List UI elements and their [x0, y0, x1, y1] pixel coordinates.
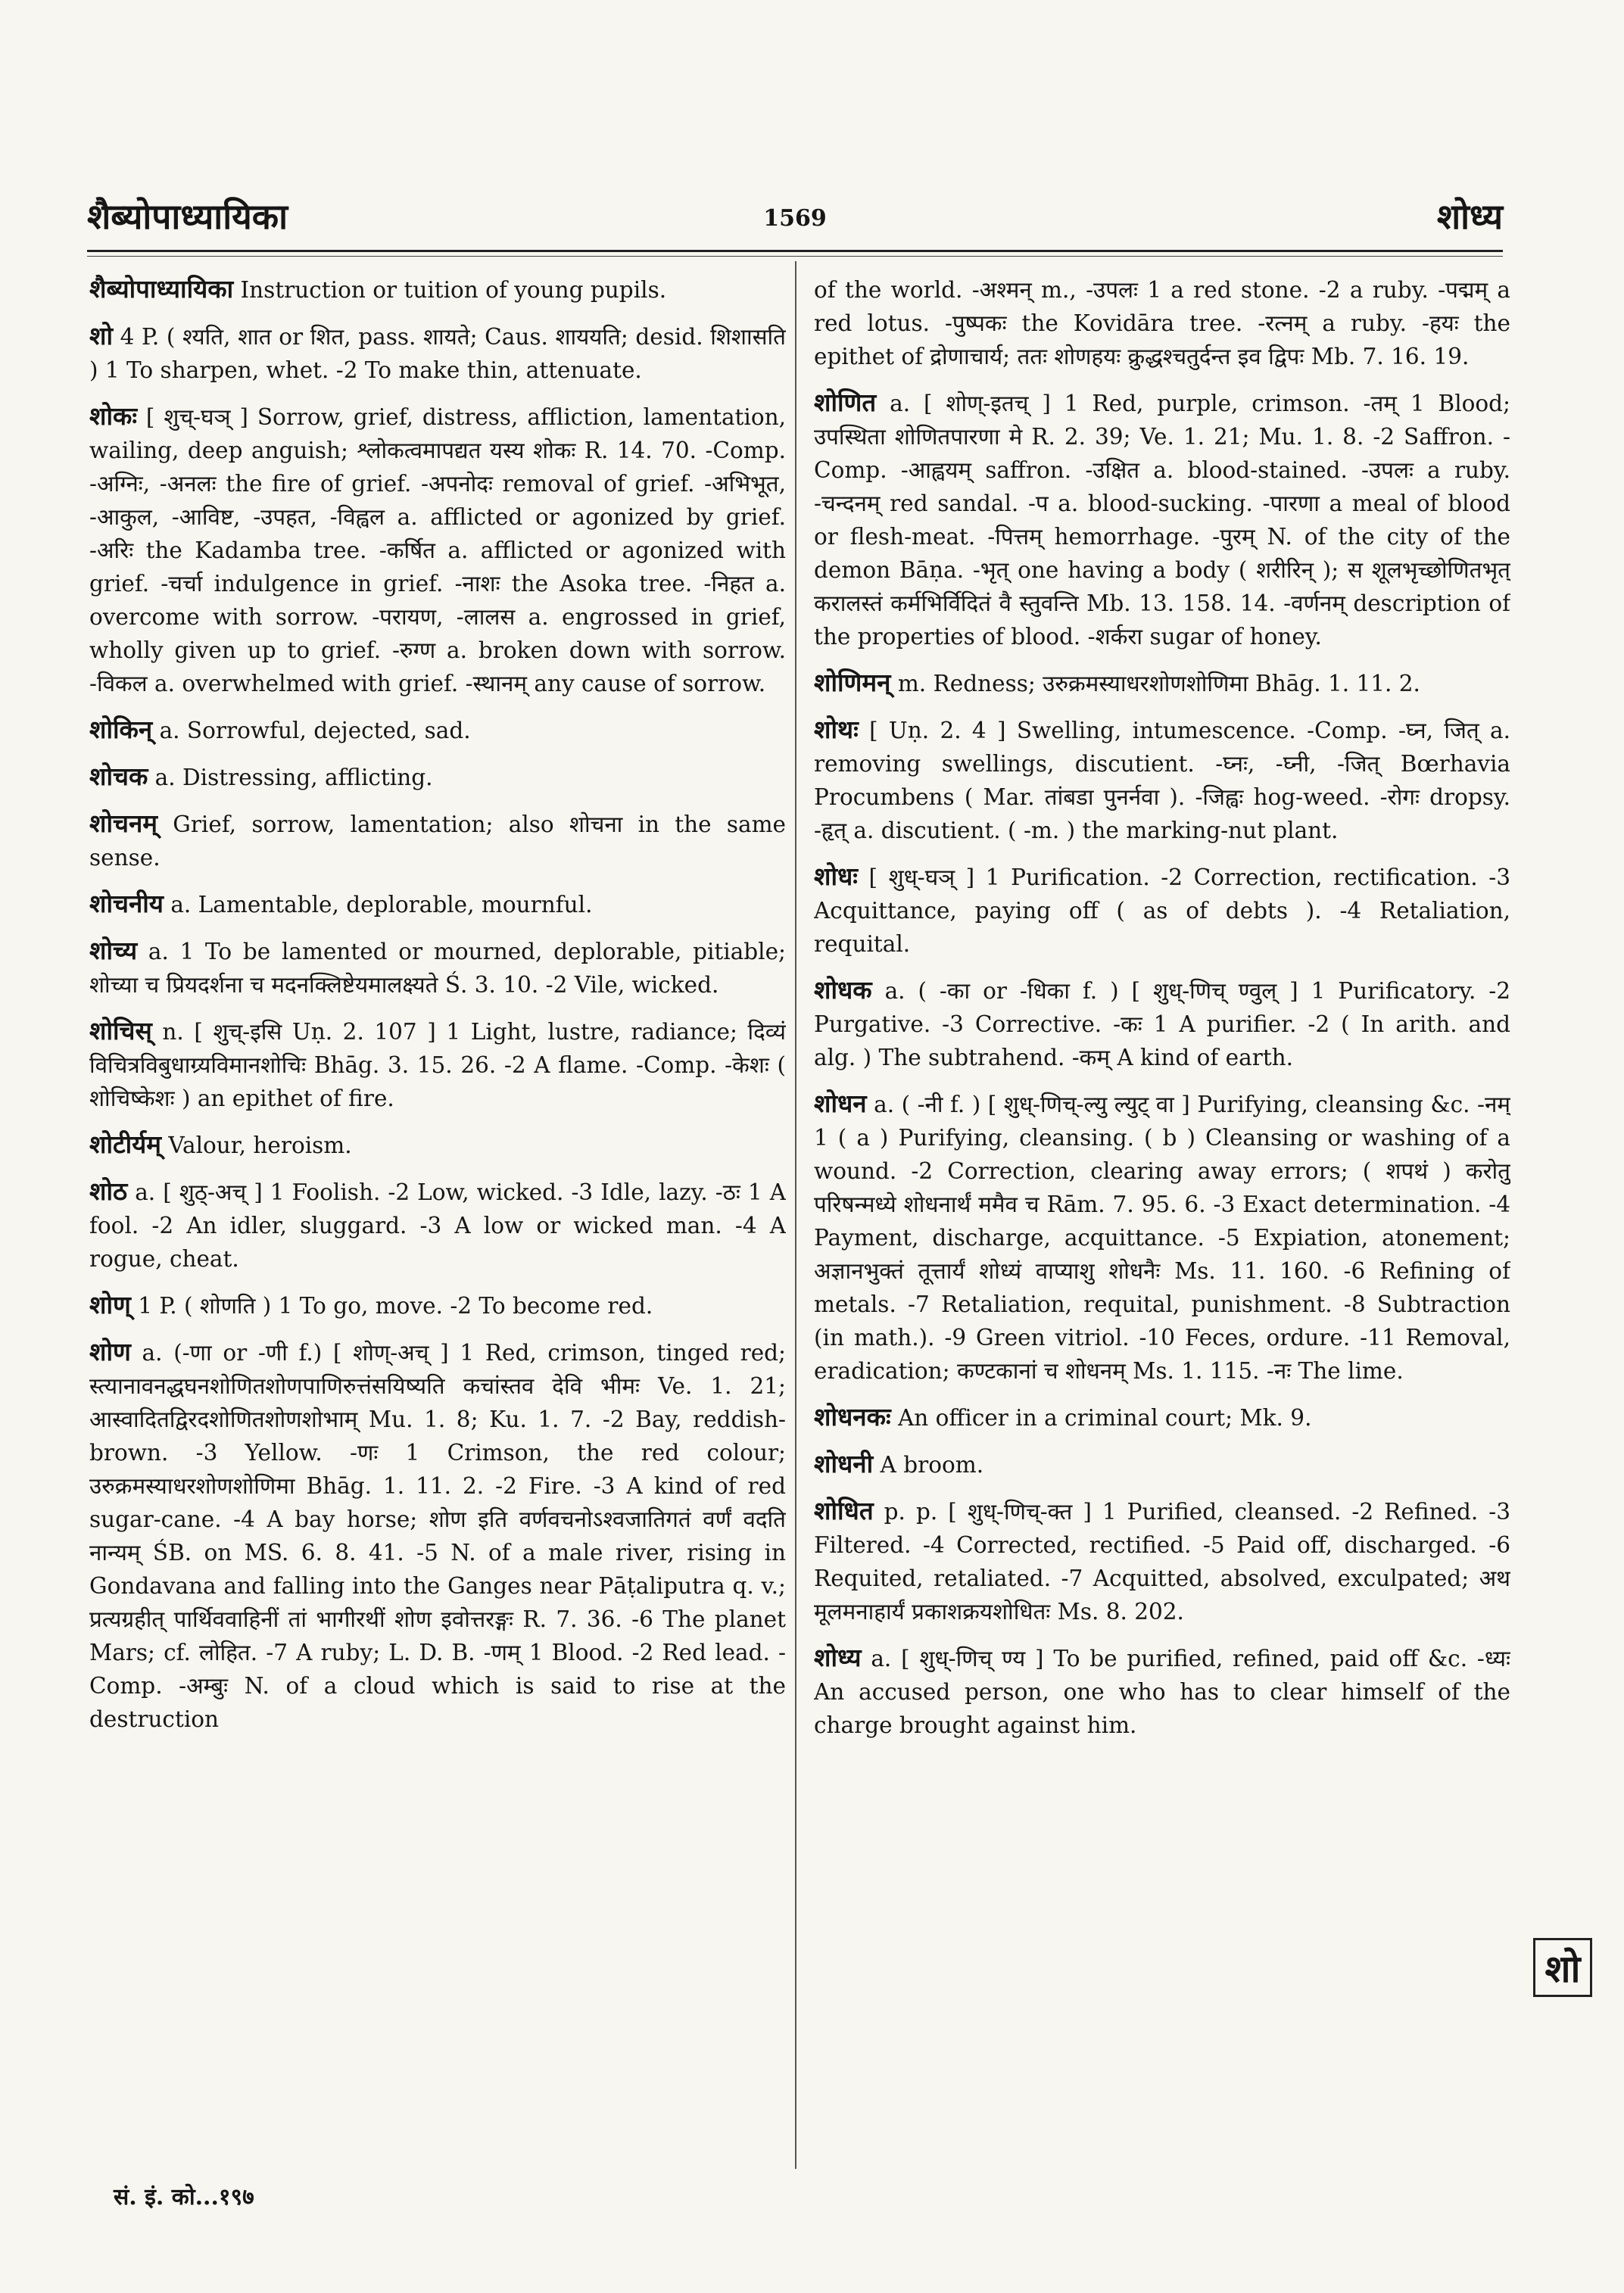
- dictionary-entry: [89, 713, 786, 747]
- entry-definition: 1 P. ( शोणति ) 1 To go, move. -2 To become red.: [130, 1293, 653, 1319]
- entry-headword: शोच्य: [89, 936, 138, 965]
- printer-signature: सं. इं. को...१९७: [114, 2184, 254, 2210]
- entry-definition: a. ( -नी f. ) [ शुध्-णिच्-ल्यु ल्युट् वा ] Purifying, cleansing &c. -नम् 1 ( a ) Purifying, cleansing. ( b ) Cleansing or washing of a wound. -2 Correction, clearing away errors; ( शपथं ) करोतु परिषन्मध्ये शोधनार्थं ममैव च Rām. 7. 95. 6. -3 Exact determination. -4 Payment, discharge, acquittance. -5 Expiation, atonement; अज्ञानभुक्तं तूत्तार्यं शोध्यं वाप्याशु शोधनैः Ms. 11. 160. -6 Refining of metals. -7 Retaliation, requital, punishment. -8 Subtraction (in math.). -9 Green vitriol. -10 Feces, ordure. -11 Removal, eradication; कण्टकानां च शोधनम् Ms. 1. 115. -नः The lime.: [814, 1092, 1510, 1384]
- entry-definition: An officer in a criminal court; Mk. 9.: [890, 1405, 1312, 1431]
- entry-headword: शोधक: [814, 975, 872, 1005]
- entry-definition: a. Lamentable, deplorable, mournful.: [163, 892, 593, 918]
- entry-headword: शोधनी: [814, 1449, 874, 1478]
- dictionary-entry: [814, 386, 1510, 653]
- dictionary-entry: [89, 1128, 786, 1162]
- dictionary-entry: [814, 1087, 1510, 1388]
- dictionary-entry: [814, 860, 1510, 961]
- entry-headword: शोणित: [814, 388, 877, 417]
- dictionary-entry: [89, 273, 786, 307]
- column-divider: [795, 261, 796, 2169]
- dictionary-entry: [89, 400, 786, 700]
- entry-headword: शोण्: [89, 1290, 131, 1319]
- dictionary-entry: [814, 713, 1510, 847]
- entry-headword: शोधित: [814, 1496, 874, 1525]
- entry-definition: [ शुध्-घञ् ] 1 Purification. -2 Correction, rectification. -3 Acquittance, paying off ( as of debts ). -4 Retaliation, requital.: [814, 865, 1510, 957]
- entry-definition: [ Uṇ. 2. 4 ] Swelling, intumescence. -Comp. -घ्न, जित् a. removing swellings, discutient. -घ्नः, -घ्नी, -जित् Bœrhavia Procumbens ( Mar. तांबडा पुनर्नवा ). -जिह्वः hog-weed. -रोगः dropsy. -हृत् a. discutient. ( -m. ) the marking-nut plant.: [814, 718, 1510, 843]
- entry-definition: A broom.: [873, 1452, 984, 1478]
- running-head-right: शोध्य: [1436, 196, 1503, 237]
- entry-definition: a. Sorrowful, dejected, sad.: [152, 718, 471, 743]
- dictionary-entry: [814, 974, 1510, 1074]
- entry-headword: शोध्य: [814, 1643, 862, 1672]
- entry-definition: Grief, sorrow, lamentation; also शोचना in the same sense.: [89, 812, 786, 871]
- entry-headword: शोचनीय: [89, 889, 164, 918]
- entry-definition: a. (-णा or -णी f.) [ शोण्-अच् ] 1 Red, crimson, tinged red; स्त्यानावनद्धघनशोणितशोणपाणिरुत्तंसयिष्यति कचांस्तव देवि भीमः Ve. 1. 21; आस्वादितद्विरदशोणितशोणशोभाम् Mu. 1. 8; Ku. 1. 7. -2 Bay, reddish-brown. -3 Yellow. -णः 1 Crimson, the red colour; उरुक्रमस्याधरशोणशोणिमा Bhāg. 1. 11. 2. -2 Fire. -3 A kind of red sugar-cane. -4 A bay horse; शोण इति वर्णवचनोऽश्वजातिगतं वर्णं वदति नान्यम् ŚB. on MS. 6. 8. 41. -5 N. of a male river, rising in Gondavana and falling into the Ganges near Pāṭaliputra q. v.; प्रत्यग्रहीत् पार्थिववाहिनीं तां भागीरथीं शोण इवोत्तरङ्गः R. 7. 36. -6 The planet Mars; cf. लोहित. -7 A ruby; L. D. B. -णम् 1 Blood. -2 Red lead. -Comp. -अम्बुः N. of a cloud which is said to rise at the destruction: [89, 1340, 786, 1732]
- left-column: [89, 273, 786, 2210]
- dictionary-entry: [89, 760, 786, 794]
- dictionary-entry: [814, 1641, 1510, 1742]
- entry-headword: शोचिस्: [89, 1016, 152, 1045]
- entry-headword: शोचक: [89, 762, 148, 791]
- dictionary-entry: [89, 319, 786, 387]
- entry-definition: a. [ शोण्-इतच् ] 1 Red, purple, crimson. -तम् 1 Blood; उपस्थिता शोणितपारणा मे R. 2. 39; Ve. 1. 21; Mu. 1. 8. -2 Saffron. -Comp. -आह्वयम् saffron. -उक्षित a. blood-stained. -उपलः a ruby. -चन्दनम् red sandal. -प a. blood-sucking. -पारणा a meal of blood or flesh-meat. -पित्तम् hemorrhage. -पुरम् N. of the city of the demon Bāṇa. -भृत् one having a body ( शरीरिन् ); स शूलभृच्छोणितभृत् करालस्तं कर्मभिर्विदितं वै स्तुवन्ति Mb. 13. 158. 14. -वर्णनम् description of the properties of blood. -शर्करा sugar of honey.: [814, 391, 1510, 650]
- dictionary-entry: [89, 1335, 786, 1736]
- page-number: 1569: [763, 205, 827, 232]
- page-header: [87, 182, 1503, 250]
- entry-definition: a. [ शुध्-णिच् ण्य ] To be purified, refined, paid off &c. -ध्यः An accused person, one who has to clear himself of the charge brought against him.: [814, 1646, 1510, 1738]
- entry-definition: Instruction or tuition of young pupils.: [233, 277, 667, 303]
- dictionary-entry: [89, 1014, 786, 1115]
- entry-headword: शोधनकः: [814, 1402, 891, 1432]
- dictionary-entry: [814, 1400, 1510, 1435]
- entry-headword: शोण: [89, 1337, 131, 1366]
- entry-headword: शोधन: [814, 1089, 867, 1118]
- entry-definition: a. [ शुठ्-अच् ] 1 Foolish. -2 Low, wicked. -3 Idle, lazy. -ठः 1 A fool. -2 An idler, sluggard. -3 A low or wicked man. -4 A rogue, cheat.: [89, 1179, 786, 1272]
- entry-definition: m. Redness; उरुक्रमस्याधरशोणशोणिमा Bhāg. 1. 11. 2.: [890, 671, 1420, 696]
- entry-headword: शोधः: [814, 861, 858, 891]
- dictionary-entry: [814, 666, 1510, 700]
- entry-definition: n. [ शुच्-इसि Uṇ. 2. 107 ] 1 Light, lustre, radiance; दिव्यं विचित्रविबुधाग्र्यविमानशोचिः Bhāg. 3. 15. 26. -2 A flame. -Comp. -केशः ( शोचिष्केशः ) an epithet of fire.: [89, 1019, 786, 1111]
- entry-headword: शोथः: [814, 715, 859, 744]
- entry-headword: शोकः: [89, 401, 137, 431]
- entry-definition: a. ( -का or -धिका f. ) [ शुध्-णिच् ण्वुल् ] 1 Purificatory. -2 Purgative. -3 Corrective. -कः 1 A purifier. -2 ( In arith. and alg. ) The subtrahend. -कम् A kind of earth.: [814, 978, 1510, 1070]
- dictionary-entry: [89, 934, 786, 1002]
- entry-definition: a. Distressing, afflicting.: [148, 765, 433, 790]
- entry-headword: शोणिमन्: [814, 668, 891, 697]
- dictionary-entry: [814, 1447, 1510, 1481]
- thumb-index-tab: शो: [1533, 1938, 1592, 1997]
- dictionary-entry: [814, 273, 1510, 373]
- entry-headword: शैब्योपाध्यायिका: [89, 274, 234, 304]
- dictionary-entry: [814, 1494, 1510, 1628]
- entry-headword: शोठ: [89, 1176, 128, 1206]
- dictionary-entry: [89, 1175, 786, 1276]
- header-rule: [87, 250, 1503, 257]
- entry-headword: शोटीर्यम्: [89, 1129, 162, 1159]
- right-column: [814, 273, 1510, 2210]
- entry-definition: of the world. -अश्मन् m., -उपलः 1 a red stone. -2 a ruby. -पद्मम् a red lotus. -पुष्पकः the Kovidāra tree. -रत्नम् a ruby. -हयः the epithet of द्रोणाचार्य; ततः शोणहयः क्रुद्धश्चतुर्दन्त इव द्विपः Mb. 7. 16. 19.: [814, 277, 1510, 369]
- running-head-left: शैब्योपाध्यायिका: [87, 196, 288, 237]
- dictionary-entry: [89, 807, 786, 874]
- dictionary-entry: [89, 1288, 786, 1323]
- entry-headword: शोकिन्: [89, 715, 153, 744]
- entry-definition: a. 1 To be lamented or mourned, deplorable, pitiable; शोच्या च प्रियदर्शना च मदनक्लिष्टेयमालक्ष्यते Ś. 3. 10. -2 Vile, wicked.: [89, 939, 786, 998]
- entry-definition: Valour, heroism.: [161, 1132, 352, 1158]
- entry-definition: 4 P. ( श्यति, शात or शित, pass. शायते; Caus. शाययति; desid. शिशासति ) 1 To sharpen, whet. -2 To make thin, attenuate.: [89, 324, 786, 383]
- entry-definition: [ शुच्-घञ् ] Sorrow, grief, distress, affliction, lamentation, wailing, deep anguish; श्लोकत्वमापद्यत यस्य शोकः R. 14. 70. -Comp. -अग्निः, -अनलः the fire of grief. -अपनोदः removal of grief. -अभिभूत, -आकुल, -आविष्ट, -उपहत, -विह्वल a. afflicted or agonized by grief. -अरिः the Kadamba tree. -कर्षित a. afflicted or agonized with grief. -चर्चा indulgence in grief. -नाशः the Asoka tree. -निहत a. overcome with sorrow. -परायण, -लालस a. engrossed in grief, wholly given up to grief. -रुग्ण a. broken down with sorrow. -विकल a. overwhelmed with grief. -स्थानम् any cause of sorrow.: [89, 404, 786, 696]
- dictionary-entry: [89, 887, 786, 921]
- entry-headword: शोचनम्: [89, 808, 157, 838]
- entry-definition: p. p. [ शुध्-णिच्-क्त ] 1 Purified, cleansed. -2 Refined. -3 Filtered. -4 Corrected, rectified. -5 Paid off, discharged. -6 Requited, retaliated. -7 Acquitted, absolved, exculpated; अथ मूलमनाहार्यं प्रकाशक्रयशोधितः Ms. 8. 202.: [814, 1499, 1510, 1625]
- entry-headword: शो: [89, 321, 113, 350]
